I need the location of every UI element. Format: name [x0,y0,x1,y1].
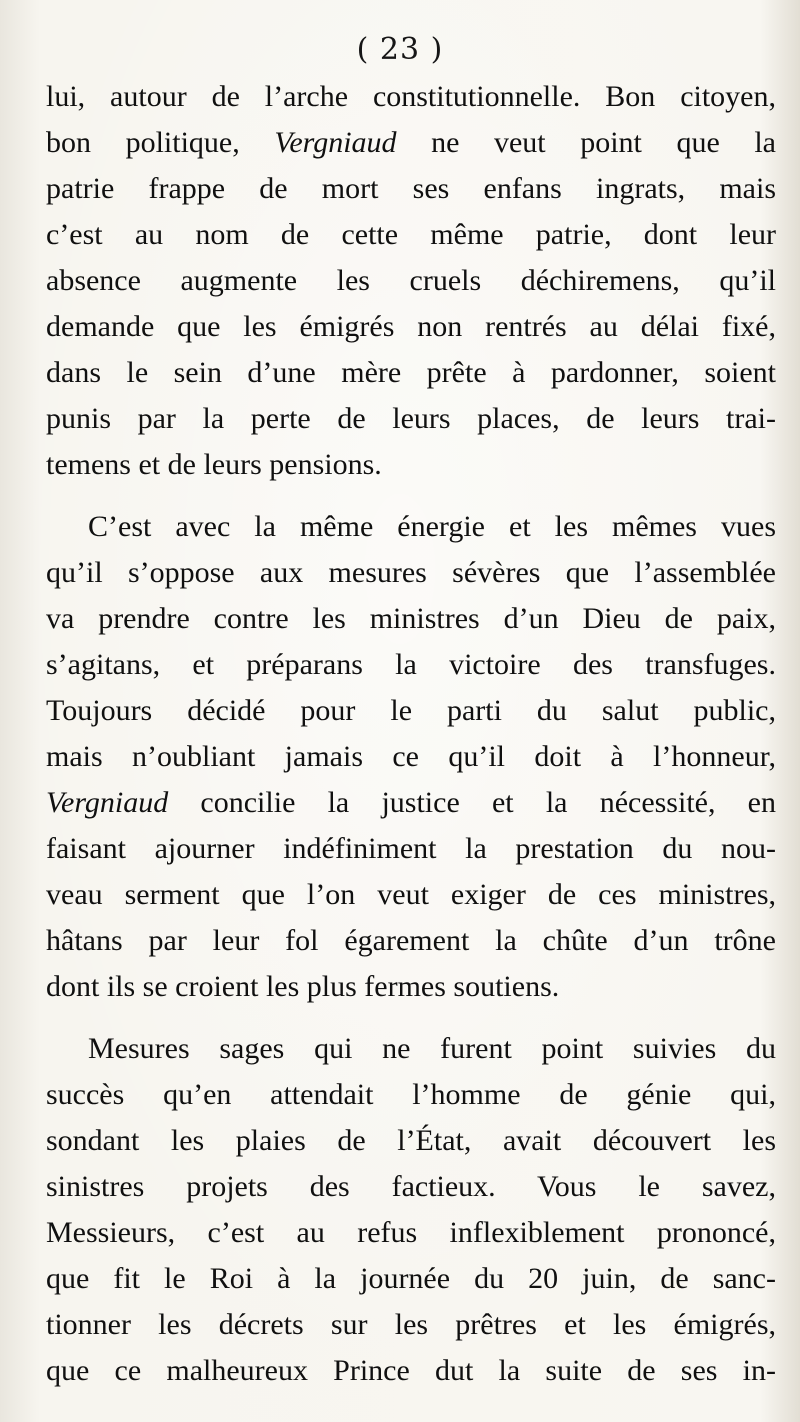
text-line: bon politique, Vergniaud ne veut point que la [46,126,777,159]
text-line: Messieurs, c’est au refus inflexiblement prononcé, [46,1216,776,1249]
text-line: demande que les émigrés non rentrés au délai fixé, [46,310,776,343]
text-line: dont ils se croient les plus fermes soutiens. [46,970,560,1003]
text-line: C’est avec la même énergie et les mêmes vues [88,510,776,543]
text-line: mais n’oubliant jamais ce qu’il doit à l’honneur, [46,740,776,773]
text-line: lui, autour de l’arche constitutionnelle. Bon citoyen, [46,80,776,113]
text-line: s’agitans, et préparans la victoire des transfuges. [46,648,776,681]
text-line: dans le sein d’une mère prête à pardonner, soient [46,356,776,389]
text-line: va prendre contre les ministres d’un Dieu de paix, [46,602,776,635]
text-line: sondant les plaies de l’État, avait découvert les [46,1124,776,1157]
text-line: qu’il s’oppose aux mesures sévères que l’assemblée [46,556,776,589]
name-vergniaud: Vergniaud [274,126,397,159]
text-line: que fit le Roi à la journée du 20 juin, de sanc- [46,1262,776,1295]
text-line: Toujours décidé pour le parti du salut public, [46,694,776,727]
text-line: sinistres projets des factieux. Vous le savez, [46,1170,776,1203]
page-number: ( 23 ) [356,32,444,67]
text-line: hâtans par leur fol égarement la chûte d’un trône [46,924,776,957]
text-line: veau serment que l’on veut exiger de ces ministres, [46,878,776,911]
text-line: Mesures sages qui ne furent point suivies du [88,1032,776,1065]
text-line: temens et de leurs pensions. [46,448,382,481]
text-line: patrie frappe de mort ses enfans ingrats, mais [46,172,776,205]
text-line: c’est au nom de cette même patrie, dont leur [46,218,776,251]
text-line: absence augmente les cruels déchiremens, qu’il [46,264,776,297]
text-line: faisant ajourner indéfiniment la prestation du nou- [46,832,776,865]
text-line: punis par la perte de leurs places, de leurs trai- [46,402,776,435]
text-line: Vergniaud concilie la justice et la nécessité, en [46,786,776,819]
text-line: succès qu’en attendait l’homme de génie qui, [46,1078,776,1111]
name-vergniaud: Vergniaud [46,786,169,819]
text-line: tionner les décrets sur les prêtres et les émigrés, [46,1308,776,1341]
text-line: que ce malheureux Prince dut la suite de ses in- [46,1354,776,1387]
